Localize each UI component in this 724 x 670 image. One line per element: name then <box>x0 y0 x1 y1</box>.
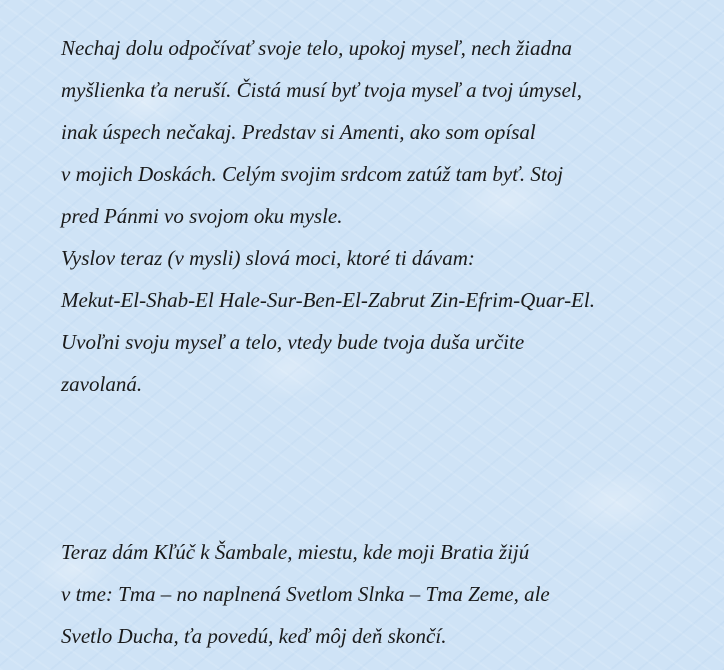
paragraph-shambala-key <box>61 531 711 657</box>
text-line: v tme: Tma – no naplnená Svetlom Slnka – Tma Zeme, ale <box>61 582 550 606</box>
text-line: inak úspech nečakaj. Predstav si Amenti, ako som opísal <box>61 120 536 144</box>
text-line: Teraz dám Kľúč k Šambale, miestu, kde moji Bratia žijú <box>61 540 530 564</box>
text-line: Uvoľni svoju myseľ a telo, vtedy bude tvoja duša určite <box>61 330 525 354</box>
paragraph-meditation <box>61 27 711 405</box>
document-page <box>61 27 711 657</box>
paragraph-spacer <box>61 405 711 531</box>
text-line-words-of-power: Mekut-El-Shab-El Hale-Sur-Ben-El-Zabrut Zin-Efrim-Quar-El. <box>61 288 595 312</box>
text-line: Vyslov teraz (v mysli) slová moci, ktoré ti dávam: <box>61 246 475 270</box>
text-line: pred Pánmi vo svojom oku mysle. <box>61 204 343 228</box>
text-line: Nechaj dolu odpočívať svoje telo, upokoj myseľ, nech žiadna <box>61 36 572 60</box>
text-line: v mojich Doskách. Celým svojim srdcom zatúž tam byť. Stoj <box>61 162 564 186</box>
text-line: zavolaná. <box>61 372 143 396</box>
text-line: Svetlo Ducha, ťa povedú, keď môj deň skončí. <box>61 624 447 648</box>
text-line: myšlienka ťa neruší. Čistá musí byť tvoja myseľ a tvoj úmysel, <box>61 78 583 102</box>
